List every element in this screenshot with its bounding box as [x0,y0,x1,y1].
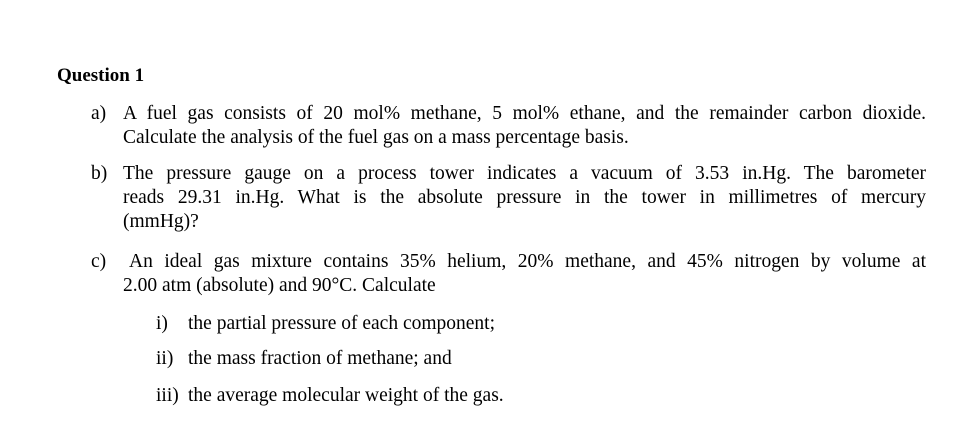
part-a-line-2: Calculate the analysis of the fuel gas on a mass percentage basis. [123,127,629,148]
part-b-line-1: The pressure gauge on a process tower indicates a vacuum of 3.53 in.Hg. The barometer [123,163,926,184]
part-a-text [123,102,926,150]
subitem-iii-label: iii) [156,385,179,406]
part-b-line-3: (mmHg)? [123,211,199,232]
part-c-text-cont [123,274,926,298]
part-a-label: a) [91,103,107,124]
subitem-i-text: the partial pressure of each component; [188,313,496,334]
subitem-ii-label: ii) [156,348,174,369]
part-c-line-1: An ideal gas mixture contains 35% helium, 20% methane, and 45% nitrogen by volume at [129,251,926,272]
part-c-text [129,250,926,274]
part-b-line-2: reads 29.31 in.Hg. What is the absolute pressure in the tower in millimetres of mercury [123,187,926,208]
part-b-label: b) [91,163,108,184]
part-b-text [123,162,926,234]
part-c-line-2: 2.00 atm (absolute) and 90°C. Calculate [123,275,436,296]
subitem-iii-text: the average molecular weight of the gas. [188,385,504,406]
subitem-i-label: i) [156,313,168,334]
subitem-ii-text: the mass fraction of methane; and [188,348,452,369]
part-a-line-1: A fuel gas consists of 20 mol% methane, 5 mol% ethane, and the remainder carbon dioxide. [123,103,926,124]
part-c-label: c) [91,251,107,272]
question-title: Question 1 [57,65,145,86]
